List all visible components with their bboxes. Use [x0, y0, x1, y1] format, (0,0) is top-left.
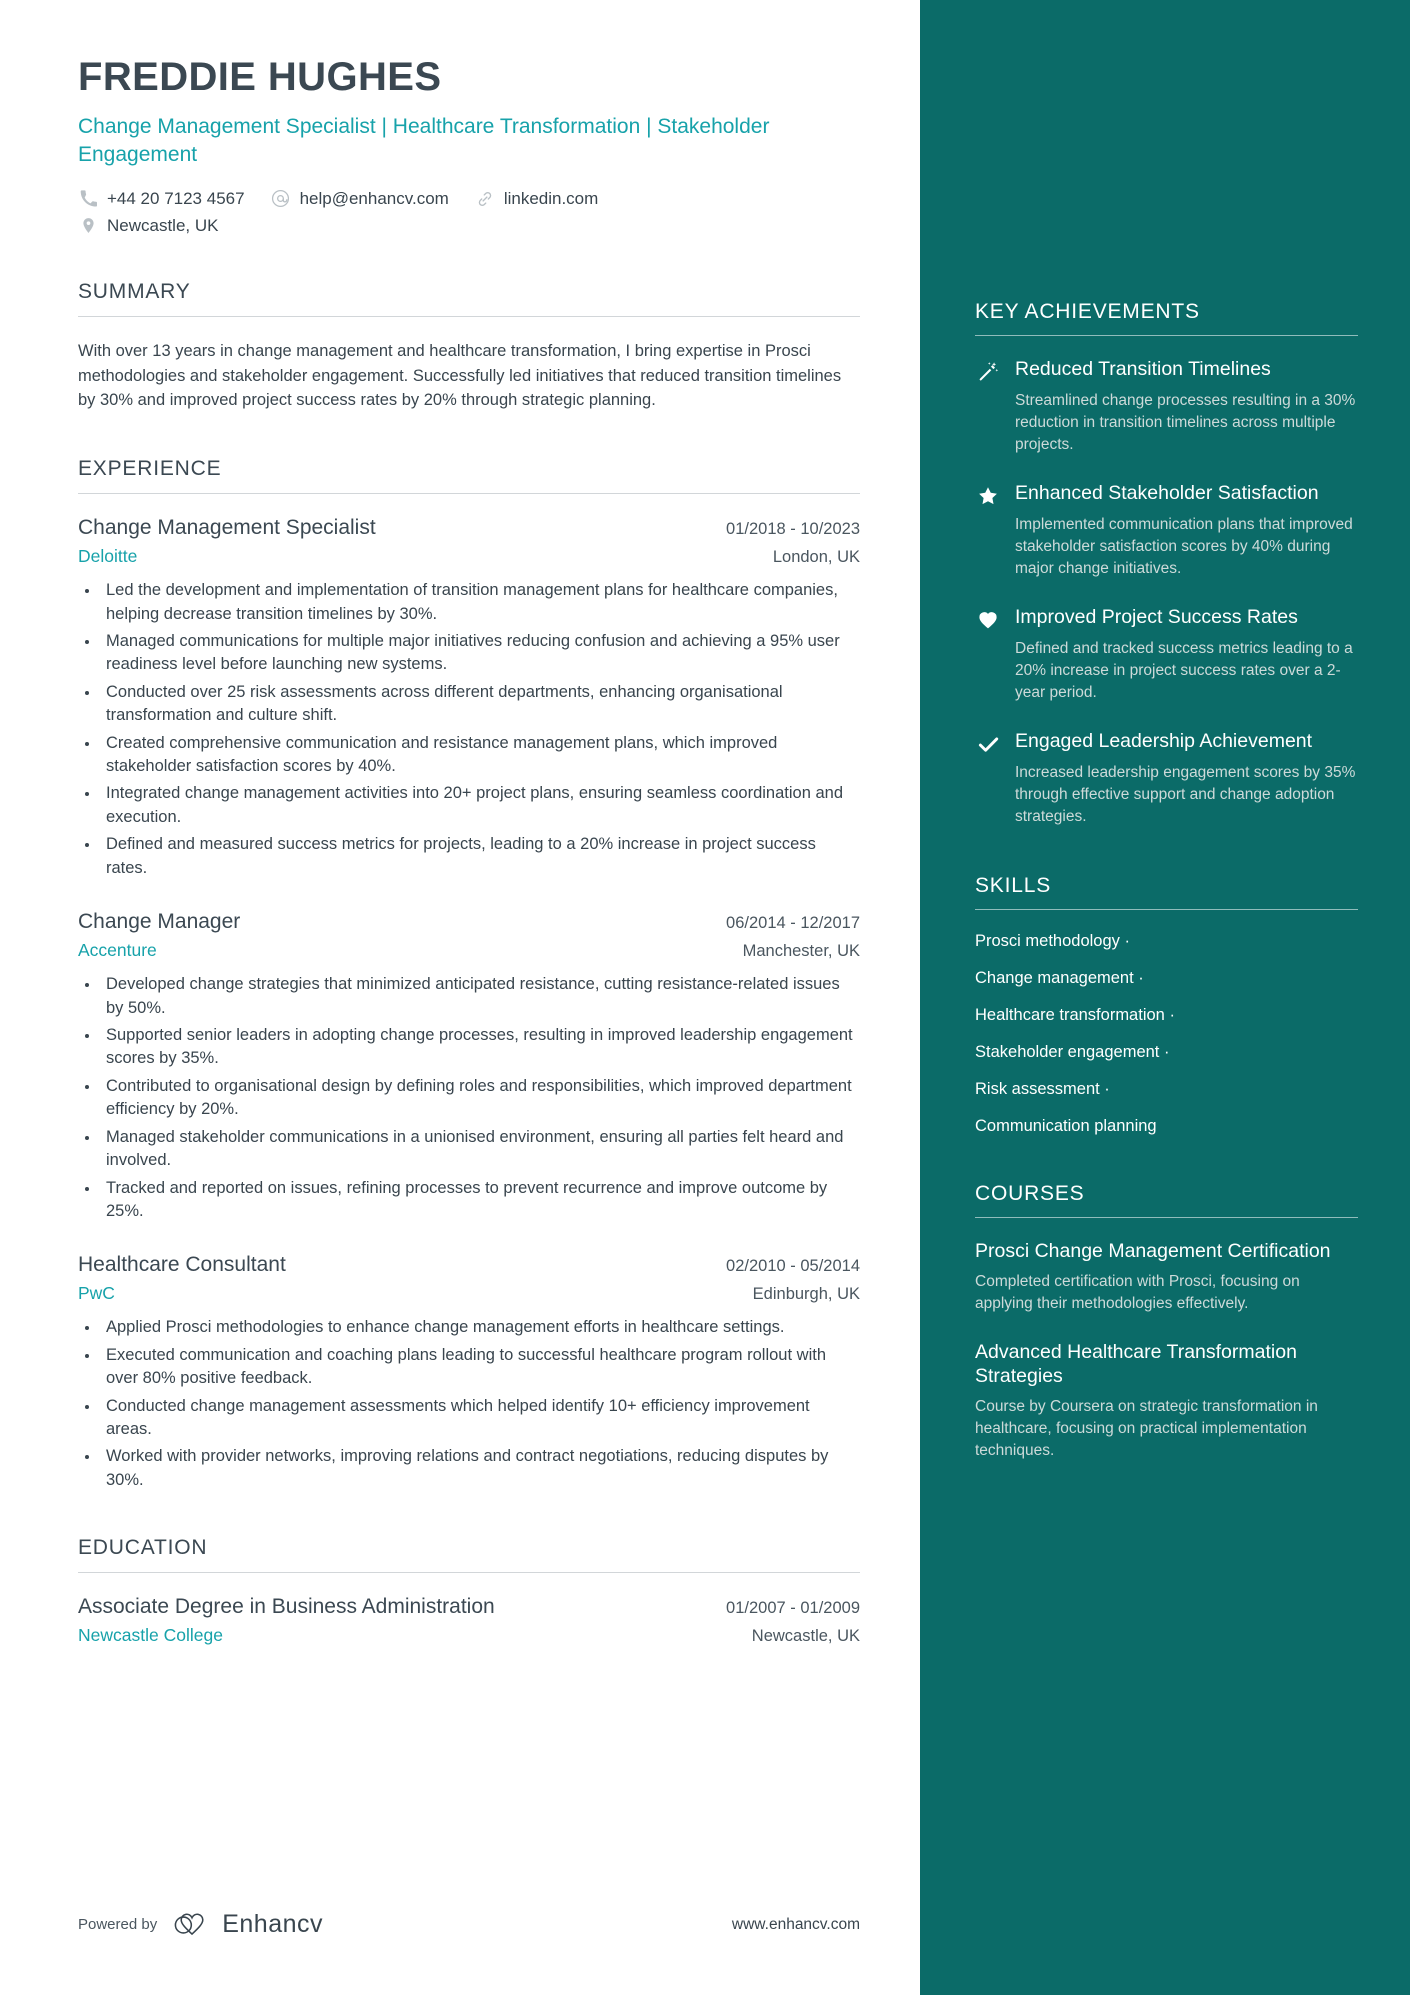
achievement-item	[975, 358, 1358, 456]
education-divider	[78, 1572, 860, 1573]
education-header	[78, 1595, 860, 1619]
experience-item	[78, 1253, 860, 1492]
skill-label: Risk assessment	[975, 1079, 1100, 1098]
job-title: Healthcare Consultant	[78, 1253, 286, 1277]
footer-website-url[interactable]: www.enhancv.com	[731, 1915, 860, 1933]
achievement-body	[1015, 358, 1358, 456]
job-bullets	[78, 973, 860, 1223]
skill-label: Stakeholder engagement	[975, 1042, 1160, 1061]
job-header	[78, 516, 860, 540]
contact-phone-text: +44 20 7123 4567	[107, 188, 245, 208]
contact-line-1	[78, 189, 860, 209]
achievement-title: Enhanced Stakeholder Satisfaction	[1015, 481, 1319, 504]
job-header	[78, 910, 860, 934]
contact-linkedin[interactable]	[475, 189, 599, 209]
skill-item	[975, 1080, 1358, 1099]
job-dates: 01/2018 - 10/2023	[726, 520, 860, 539]
education-subheader	[78, 1619, 860, 1646]
experience-item	[78, 516, 860, 880]
achievement-description: Implemented communication plans that improved stakeholder satisfaction scores by 40% during major change initiatives.	[1015, 515, 1353, 577]
achievement-description: Increased leadership engagement scores by 35% through effective support and change adoption strategies.	[1015, 763, 1356, 825]
education-school[interactable]: Newcastle College	[78, 1625, 223, 1646]
achievement-body	[1015, 482, 1358, 580]
job-bullet: • Managed communications for multiple major initiatives reducing confusion and achieving a 95% user readiness level before launching new systems.	[100, 630, 860, 677]
key-achievements-divider	[975, 335, 1358, 336]
contact-info	[78, 189, 860, 236]
course-item	[975, 1240, 1358, 1315]
contact-location	[78, 216, 218, 236]
experience-heading: EXPERIENCE	[78, 457, 222, 481]
skills-heading: SKILLS	[975, 873, 1052, 897]
job-bullet: • Executed communication and coaching plans leading to successful healthcare program rollout with over 80% positive feedback.	[100, 1344, 860, 1391]
achievement-item	[975, 482, 1358, 580]
key-achievements-section	[975, 300, 1358, 828]
skill-separator: ·	[1104, 1079, 1110, 1098]
job-company[interactable]: PwC	[78, 1283, 115, 1304]
job-subheader	[78, 934, 860, 961]
course-item	[975, 1341, 1358, 1462]
courses-section	[975, 1182, 1358, 1462]
job-location: Manchester, UK	[742, 942, 860, 961]
skills-section	[975, 874, 1358, 1136]
phone-icon	[78, 189, 98, 209]
contact-email-text: help@enhancv.com	[299, 188, 449, 208]
sidebar	[920, 0, 1410, 1995]
link-icon	[475, 189, 495, 209]
job-subheader	[78, 540, 860, 567]
job-title: Change Management Specialist	[78, 516, 376, 540]
education-location: Newcastle, UK	[751, 1627, 860, 1646]
job-bullets	[78, 1316, 860, 1492]
job-bullets	[78, 579, 860, 880]
job-bullet: • Defined and measured success metrics for projects, leading to a 20% increase in project success rates.	[100, 833, 860, 880]
skill-label: Healthcare transformation	[975, 1005, 1165, 1024]
course-description: Course by Coursera on strategic transformation in healthcare, focusing on practical implementation techniques.	[975, 1397, 1318, 1459]
education-dates: 01/2007 - 01/2009	[726, 1599, 860, 1618]
achievement-item	[975, 606, 1358, 704]
skill-item	[975, 1006, 1358, 1025]
contact-location-text: Newcastle, UK	[107, 215, 219, 235]
achievement-description: Defined and tracked success metrics leading to a 20% increase in project success rates over a 2-year period.	[1015, 639, 1353, 701]
experience-section	[78, 457, 860, 1492]
page-footer	[78, 1910, 860, 1939]
job-bullet: • Conducted over 25 risk assessments across different departments, enhancing organisational transformation and culture shift.	[100, 681, 860, 728]
experience-divider	[78, 493, 860, 494]
job-bullet: • Supported senior leaders in adopting change processes, resulting in improved leadership engagement scores by 35%.	[100, 1024, 860, 1071]
footer-brand-group	[78, 1910, 323, 1939]
job-bullet: • Managed stakeholder communications in a unionised environment, ensuring all parties felt heard and involved.	[100, 1126, 860, 1173]
skill-label: Change management	[975, 968, 1134, 987]
enhancv-logo	[173, 1910, 323, 1939]
job-bullet: • Led the development and implementation of transition management plans for healthcare companies, helping decrease transition timelines by 30%.	[100, 579, 860, 626]
skill-separator: ·	[1163, 1042, 1170, 1061]
summary-heading: SUMMARY	[78, 279, 191, 303]
skill-separator: ·	[1169, 1005, 1175, 1024]
courses-divider	[975, 1217, 1358, 1218]
email-icon	[271, 189, 291, 209]
job-dates: 02/2010 - 05/2014	[726, 1257, 860, 1276]
job-subheader	[78, 1277, 860, 1304]
heart-icon	[975, 606, 1001, 704]
job-bullet: • Integrated change management activities into 20+ project plans, ensuring seamless coordination and execution.	[100, 782, 860, 829]
job-location: Edinburgh, UK	[752, 1285, 860, 1304]
education-section	[78, 1536, 860, 1646]
course-description: Completed certification with Prosci, focusing on applying their methodologies effectively.	[975, 1272, 1300, 1312]
job-header	[78, 1253, 860, 1277]
enhancv-mark-icon	[173, 1912, 211, 1938]
achievement-body	[1015, 730, 1358, 828]
course-title: Advanced Healthcare Transformation Strategies	[975, 1340, 1297, 1387]
achievement-description: Streamlined change processes resulting in a 30% reduction in transition timelines across multiple projects.	[1015, 391, 1356, 453]
skill-item	[975, 969, 1358, 988]
contact-phone[interactable]	[78, 189, 245, 209]
job-title: Change Manager	[78, 910, 241, 934]
achievement-item	[975, 730, 1358, 828]
powered-by-label: Powered by	[78, 1916, 158, 1933]
professional-headline: Change Management Specialist | Healthcare Transformation | Stakeholder Engagement	[78, 115, 770, 166]
job-bullet: • Contributed to organisational design by defining roles and responsibilities, which improved department efficiency by 20%.	[100, 1075, 860, 1122]
experience-item	[78, 910, 860, 1223]
job-dates: 06/2014 - 12/2017	[726, 914, 860, 933]
contact-linkedin-text: linkedin.com	[503, 188, 599, 208]
job-bullet: • Applied Prosci methodologies to enhance change management efforts in healthcare settings.	[100, 1316, 860, 1339]
skill-separator: ·	[1124, 931, 1131, 950]
job-company[interactable]: Deloitte	[78, 546, 138, 567]
contact-line-2	[78, 216, 860, 236]
achievement-title: Engaged Leadership Achievement	[1015, 729, 1313, 752]
summary-section	[78, 280, 860, 413]
skill-separator: ·	[1138, 968, 1144, 987]
job-bullet: • Created comprehensive communication and resistance management plans, which improved stakeholder satisfaction scores by 40%.	[100, 732, 860, 779]
summary-divider	[78, 316, 860, 317]
education-item	[78, 1595, 860, 1646]
job-location: London, UK	[772, 548, 860, 567]
education-heading: EDUCATION	[78, 1536, 208, 1560]
achievement-title: Improved Project Success Rates	[1015, 605, 1298, 628]
location-icon	[78, 216, 98, 236]
enhancv-wordmark: Enhancv	[222, 1910, 324, 1938]
skill-label: Communication planning	[975, 1116, 1157, 1135]
achievement-title: Reduced Transition Timelines	[1015, 358, 1271, 380]
education-degree: Associate Degree in Business Administration	[78, 1595, 495, 1619]
job-bullet: • Developed change strategies that minimized anticipated resistance, cutting resistance-related issues by 50%.	[100, 973, 860, 1020]
key-achievements-heading: KEY ACHIEVEMENTS	[975, 300, 1200, 323]
job-bullet: • Conducted change management assessments which helped identify 10+ efficiency improvement areas.	[100, 1395, 860, 1442]
skills-divider	[975, 909, 1358, 910]
job-company[interactable]: Accenture	[78, 940, 157, 961]
star-icon	[975, 482, 1001, 580]
page-title: FREDDIE HUGHES	[78, 55, 442, 99]
summary-text: With over 13 years in change management and healthcare transformation, I bring expertise in Prosci methodologies and stakeholder engagement. Successfully led initiatives that reduced transition timelines by 30% and improved project success rates by 20% through strategic planning.	[78, 341, 842, 410]
skill-item	[975, 932, 1358, 951]
skill-label: Prosci methodology	[975, 931, 1120, 950]
skill-item	[975, 1117, 1358, 1136]
skill-item	[975, 1043, 1358, 1062]
job-bullet: • Worked with provider networks, improving relations and contract negotiations, reducing disputes by 30%.	[100, 1445, 860, 1492]
courses-heading: COURSES	[975, 1181, 1085, 1205]
job-bullet: • Tracked and reported on issues, refining processes to prevent recurrence and improve outcome by 25%.	[100, 1177, 860, 1224]
course-title: Prosci Change Management Certification	[975, 1239, 1331, 1262]
check-icon	[975, 730, 1001, 828]
magic-wand-icon	[975, 358, 1001, 456]
contact-email[interactable]	[271, 189, 449, 209]
achievement-body	[1015, 606, 1358, 704]
